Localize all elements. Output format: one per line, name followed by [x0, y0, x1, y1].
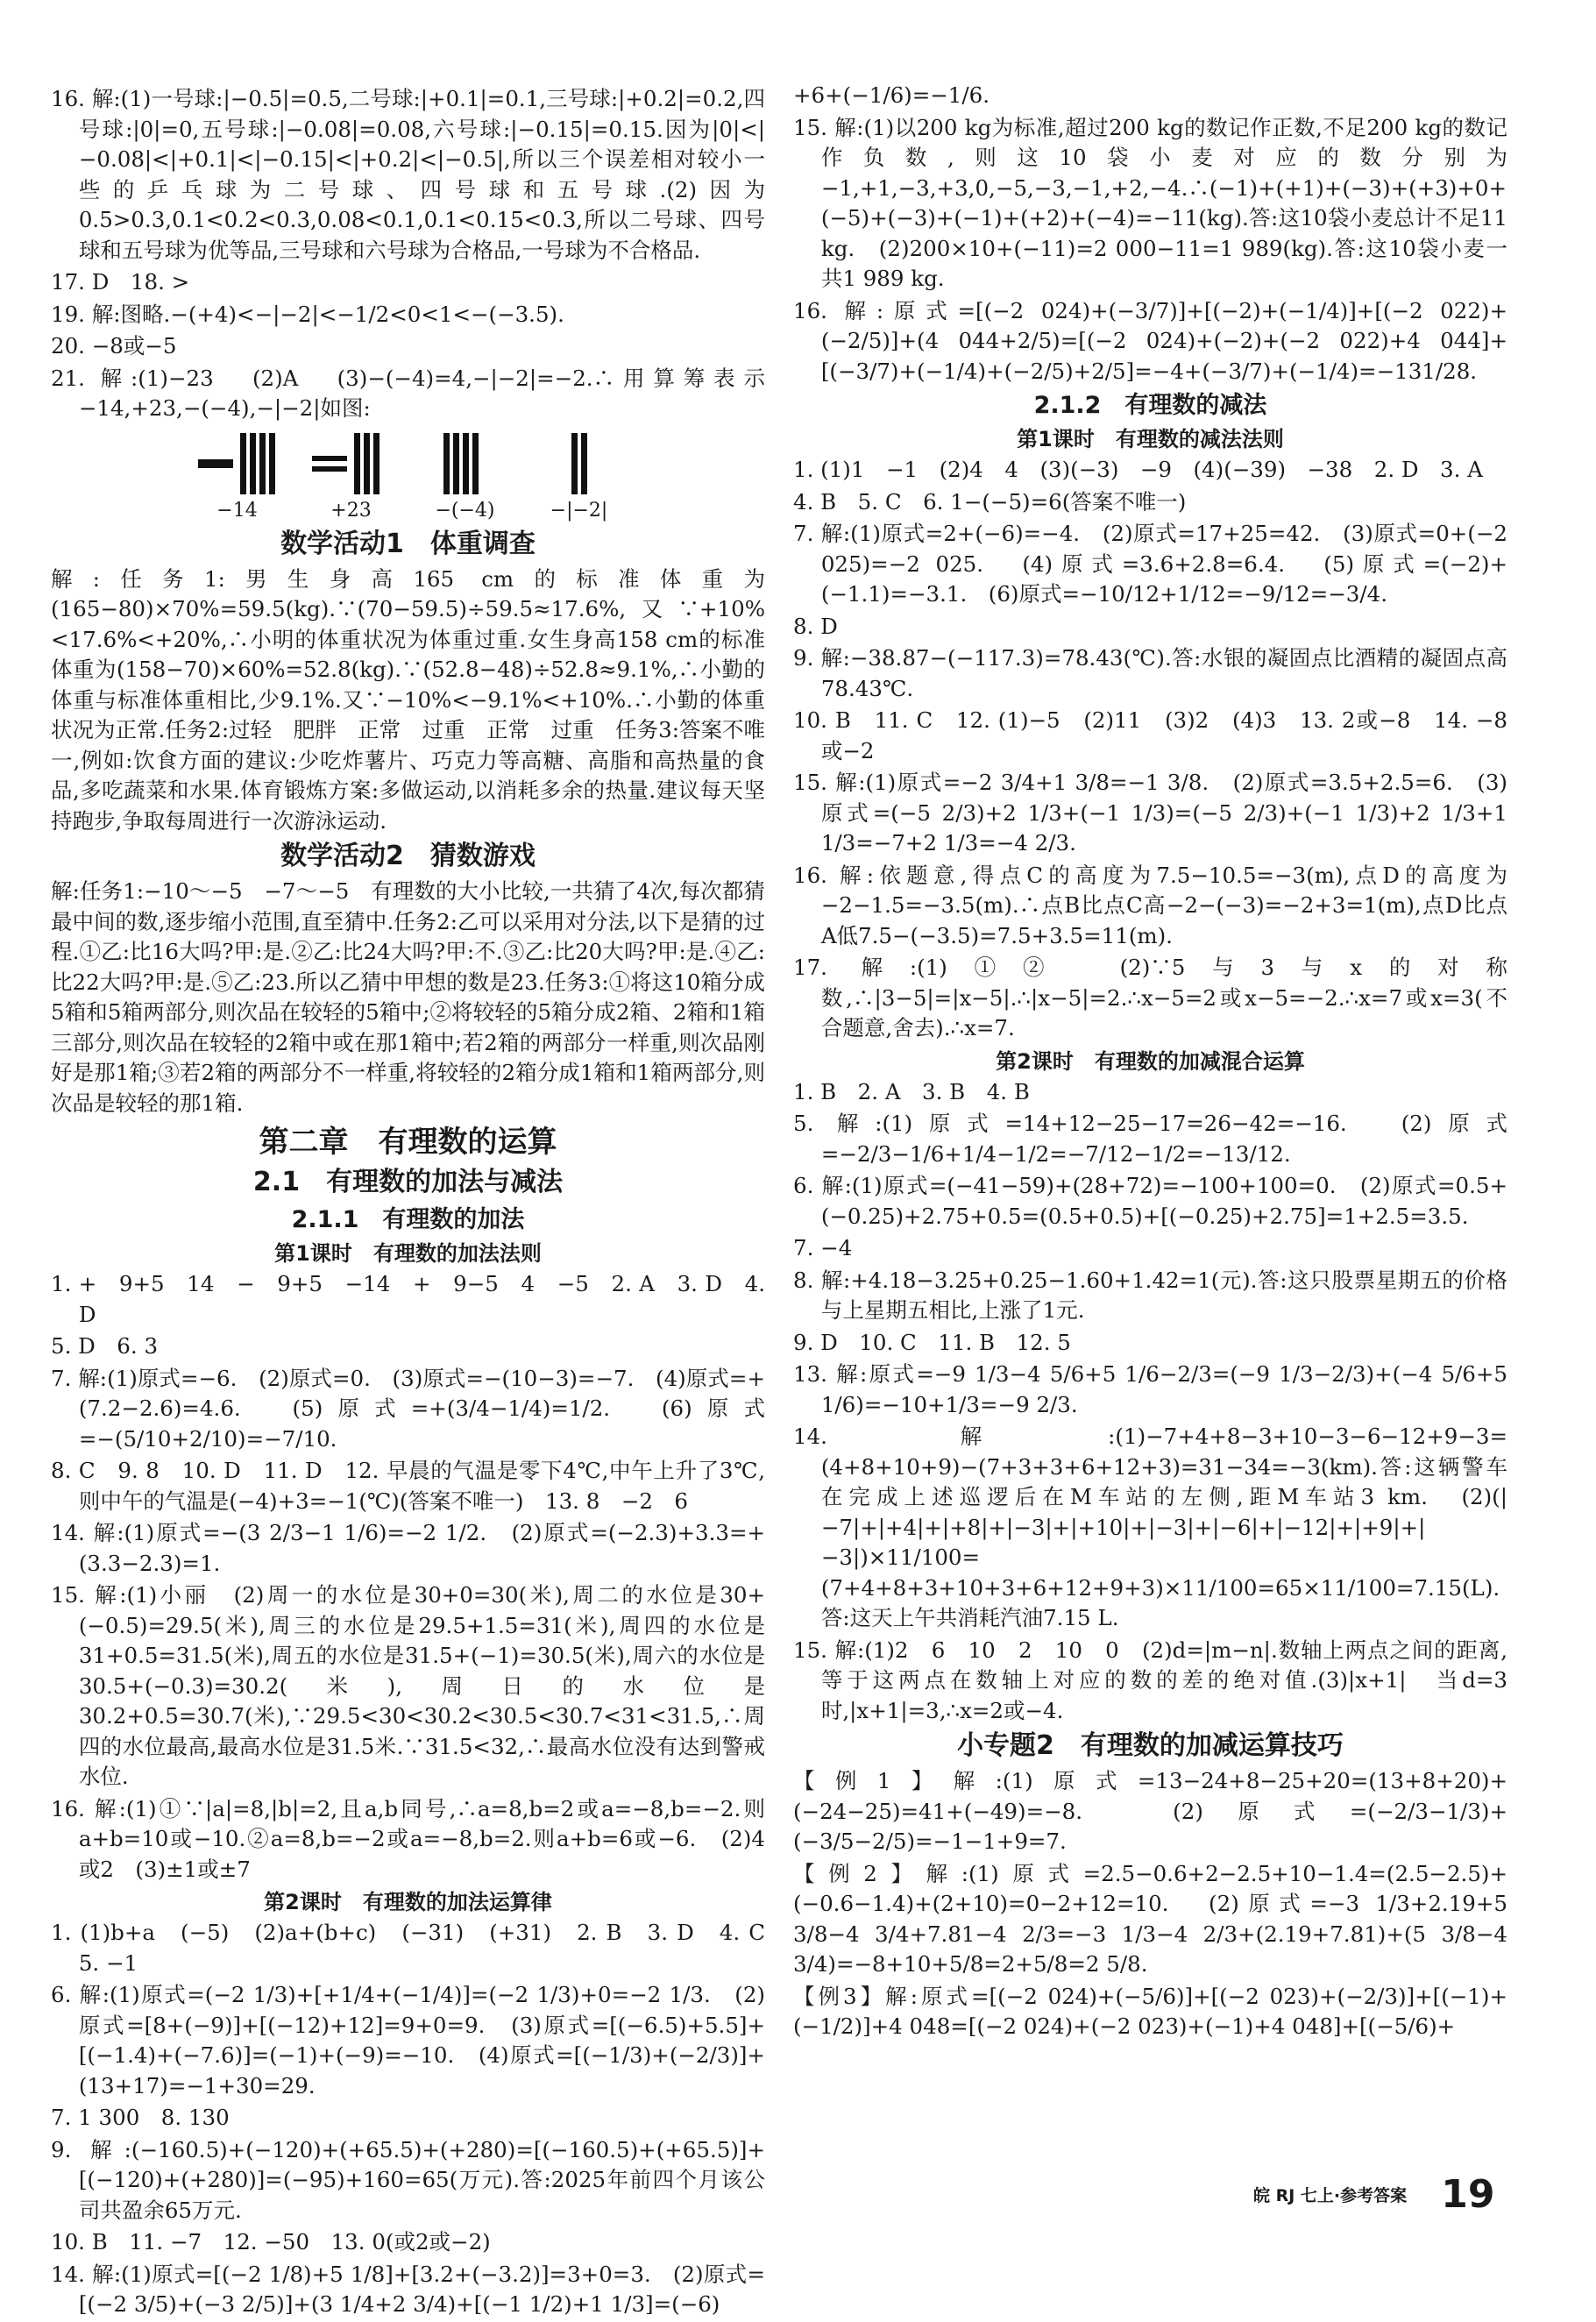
section-heading: 第二章 有理数的运算	[259, 1125, 557, 1160]
answer-paragraph: 16. 解:原式=[(−2 024)+(−3/7)]+[(−2)+(−1/4)]+[(−2 022)+(−2/5)]+(4 044+2/5)=[(−2 024)+(−2)+(−2 022)+4 044]+[(−3/7)+(−1/4)+(−2/5)+2/5]=−4+(−3/7)+(−1/4)=−131/28.	[793, 297, 1507, 384]
answer-paragraph: 21. 解:(1)−23 (2)A (3)−(−4)=4,−|−2|=−2.∴用算筹表示−14,+23,−(−4),−|−2|如图:	[51, 365, 765, 421]
answer-paragraph: 15. 解:(1)以200 kg为标准,超过200 kg的数记作正数,不足200 kg的数记作负数,则这10袋小麦对应的数分别为−1,+1,−3,+3,0,−5,−3,−1,+2,−4.∴(−1)+(+1)+(−3)+(+3)+0+(−5)+(−3)+(−1)+(+2)+(−4)=−11(kg).答:这10袋小麦总计不足11 kg. (2)200×10+(−11)=2 000−11=1 989(kg).答:这10袋小麦一共1 989 kg.	[793, 114, 1507, 291]
answer-paragraph: 7. 解:(1)原式=2+(−6)=−4. (2)原式=17+25=42. (3)原式=0+(−2 025)=−2 025. (4)原式=3.6+2.8=6.4. (5)原式=(−2)+(−1.1)=−3.1. (6)原式=−10/12+1/12=−9/12=−3/4.	[793, 521, 1507, 607]
section-heading: 第2课时 有理数的加法运算律	[264, 1890, 552, 1914]
rod-glyph	[426, 430, 505, 498]
answer-paragraph: 16. 解:(1)一号球:|−0.5|=0.5,二号球:|+0.1|=0.1,三号球:|+0.2|=0.2,四号球:|0|=0,五号球:|−0.08|=0.08,六号球:|−0.15|=0.15.因为|0|<|−0.08|<|+0.1|<|−0.15|<|+0.2|<|−0.5|,所以三个误差相对较小一些的乒乓球为二号球、四号球和五号球.(2)因为0.5>0.3,0.1<0.2<0.3,0.08<0.1,0.1<0.15<0.3,所以二号球、四号球和五号球为优等品,三号球和六号球为合格品,一号球为不合格品.	[51, 86, 765, 263]
section-heading: 2.1.2 有理数的减法	[1033, 392, 1267, 419]
section-heading: 数学活动2 猜数游戏	[280, 841, 536, 871]
answer-paragraph: 15. 解:(1)小丽 (2)周一的水位是30+0=30(米),周二的水位是30+(−0.5)=29.5(米),周三的水位是29.5+1.5=31(米),周四的水位是31+0.5=31.5(米),周五的水位是31.5+(−1)=30.5(米),周六的水位是30.5+(−0.3)=30.2(米),周日的水位是30.2+0.5=30.7(米),∵29.5<30<30.2<30.5<30.7<31<31.5,∴周四的水位最高,最高水位是31.5米.∵31.5<32,∴最高水位没有达到警戒水位.	[51, 1582, 765, 1789]
section-heading: 第1课时 有理数的减法法则	[1017, 427, 1284, 451]
rod-glyph	[312, 430, 391, 498]
answer-paragraph: 【例1】解:(1)原式=13−24+8−25+20=(13+8+20)+(−24−25)=41+(−49)=−8. (2)原式=(−2/3−1/3)+(−3/5−2/5)=−1−1+9=7.	[793, 1768, 1507, 1854]
answer-paragraph: 14. 解:(1)原式=[(−2 1/8)+5 1/8]+[3.2+(−3.2)]=3+0=3. (2)原式=[(−2 3/5)+(−3 2/5)]+(3 1/4+2 3/4)+[(−1 1/2)+1 1/3]=(−6)	[51, 2261, 765, 2317]
answer-paragraph: 【例2】解:(1)原式=2.5−0.6+2−2.5+10−1.4=(2.5−2.5)+(−0.6−1.4)+(2+10)=0−2+12=10. (2)原式=−3 1/3+2.19+5 3/8−4 3/4+7.81−4 2/3=−3 1/3−4 2/3+(2.19+7.81)+(5 3/8−4 3/4)=−8+10+5/8=2+5/8=2 5/8.	[793, 1860, 1507, 1977]
answer-paragraph: 【例3】解:原式=[(−2 024)+(−5/6)]+[(−2 023)+(−2/3)]+[(−1)+(−1/2)]+4 048=[(−2 024)+(−2 023)+(−1)+4 048]+[(−5/6)+	[793, 1983, 1507, 2039]
right-column	[793, 81, 1507, 2044]
rod-label: −(−4)	[435, 499, 495, 522]
answer-paragraph: 10. B 11. C 12. (1)−5 (2)11 (3)2 (4)3 13. 2或−8 14. −8或−2	[793, 707, 1507, 763]
answer-paragraph: 9. D 10. C 11. B 12. 5	[793, 1329, 1071, 1355]
answer-paragraph: 15. 解:(1)2 6 10 2 10 0 (2)d=|m−n|.数轴上两点之间的距离,等于这两点在数轴上对应的数的差的绝对值.(3)|x+1| 当d=3时,|x+1|=3,∴x=2或−4.	[793, 1637, 1507, 1723]
answer-paragraph: 7. −4	[793, 1235, 853, 1260]
section-heading: 2.1.1 有理数的加法	[291, 1206, 525, 1233]
section-heading: 第1课时 有理数的加法法则	[274, 1241, 542, 1266]
answer-paragraph: 8. C 9. 8 10. D 11. D 12. 早晨的气温是零下4℃,中午上升了3℃,则中午的气温是(−4)+3=−1(℃)(答案不唯一) 13. 8 −2 6	[51, 1458, 765, 1514]
rod-glyph	[540, 430, 619, 498]
answer-paragraph: 14. 解:(1)原式=−(3 2/3−1 1/6)=−2 1/2. (2)原式=(−2.3)+3.3=+(3.3−2.3)=1.	[51, 1520, 765, 1576]
answer-paragraph: 7. 1 300 8. 130	[51, 2105, 230, 2130]
answer-paragraph: 5. D 6. 3	[51, 1333, 159, 1359]
answer-paragraph: 9. 解:−38.87−(−117.3)=78.43(℃).答:水银的凝固点比酒精的凝固点高78.43℃.	[793, 645, 1507, 701]
answer-paragraph: 1. (1)b+a (−5) (2)a+(b+c) (−31) (+31) 2. B 3. D 4. C 5. −1	[51, 1920, 787, 1976]
section-heading: 数学活动1 体重调查	[280, 528, 536, 559]
answer-paragraph: 解:任务1:男生身高165 cm的标准体重为(165−80)×70%=59.5(kg).∵(70−59.5)÷59.5≈17.6%,又∵+10%<17.6%<+20%,∴小明的体重状况为体重过重.女生身高158 cm的标准体重为(158−70)×60%=52.8(kg).∵(52.8−48)÷52.8≈9.1%,∴小勤的体重与标准体重相比,少9.1%.又∵−10%<−9.1%<+10%.∴小勤的体重状况为正常.任务2:过轻 肥胖 正常 过重 正常 过重 任务3:答案不唯一,例如:饮食方面的建议:少吃炸薯片、巧克力等高糖、高脂和高热量的食品,多吃蔬菜和水果.体育锻炼方案:多做运动,以消耗多余的热量.建议每天坚持跑步,争取每周进行一次游泳运动.	[51, 565, 765, 834]
section-heading: 第2课时 有理数的加减混合运算	[996, 1048, 1305, 1074]
rod-label: −14	[216, 499, 258, 522]
counting-rod	[312, 430, 391, 524]
answer-paragraph: 5. 解:(1)原式=14+12−25−17=26−42=−16. (2)原式=−2/3−1/6+1/4−1/2=−7/12−1/2=−13/12.	[793, 1111, 1507, 1167]
answer-paragraph: 13. 解:原式=−9 1/3−4 5/6+5 1/6−2/3=(−9 1/3−2/3)+(−4 5/6+5 1/6)=−10+1/3=−9 2/3.	[793, 1361, 1507, 1417]
answer-paragraph: 16. 解:(1)①∵|a|=8,|b|=2,且a,b同号,∴a=8,b=2或a=−8,b=−2.则a+b=10或−10.②a=8,b=−2或a=−8,b=2.则a+b=6或−6. (2)4或2 (3)±1或±7	[51, 1795, 765, 1882]
footer-label: 皖 RJ 七上·参考答案	[1253, 2186, 1408, 2205]
answer-paragraph: 17. 解:(1)①② (2)∵5与3与x的对称数,∴|3−5|=|x−5|.∴|x−5|=2.∴x−5=2或x−5=−2.∴x=7或x=3(不合题意,舍去).∴x=7.	[793, 955, 1507, 1040]
counting-rod	[540, 430, 619, 524]
page-footer	[1253, 2172, 1494, 2217]
answer-paragraph: +6+(−1/6)=−1/6.	[793, 82, 990, 108]
answer-paragraph: 1. (1)1 −1 (2)4 4 (3)(−3) −9 (4)(−39) −38 2. D 3. A	[793, 457, 1483, 482]
section-heading: 小专题2 有理数的加减运算技巧	[957, 1730, 1344, 1761]
answer-paragraph: 6. 解:(1)原式=(−41−59)+(28+72)=−100+100=0. (2)原式=0.5+(−0.25)+2.75+0.5=(0.5+0.5)+[(−0.25)+2.75]=1+2.5=3.5.	[793, 1173, 1507, 1229]
answer-paragraph: 解:任务1:−10～−5 −7～−5 有理数的大小比较,一共猜了4次,每次都猜最中间的数,逐步缩小范围,直至猜中.任务2:乙可以采用对分法,以下是猜的过程.①乙:比16大吗?甲:是.②乙:比24大吗?甲:不.③乙:比20大吗?甲:是.④乙:比22大吗?甲:是.⑤乙:23.所以乙猜中甲想的数是23.任务3:①将这10箱分成5箱和5箱两部分,则次品在较轻的5箱中;②将较轻的5箱分成2箱、2箱和1箱三部分,则次品在较轻的2箱中或在那1箱中;若2箱的两部分一样重,则次品刚好是那1箱;③若2箱的两部分不一样重,将较轻的2箱分成1箱和1箱两部分,则次品是较轻的那1箱.	[51, 878, 765, 1116]
counting-rods-figure	[51, 430, 765, 524]
answer-paragraph: 15. 解:(1)原式=−2 3/4+1 3/8=−1 3/8. (2)原式=3.5+2.5=6. (3)原式=(−5 2/3)+2 1/3+(−1 1/3)=(−5 2/3)+(−1 1/3)+2 1/3+1 1/3=−7+2 1/3=−4 2/3.	[793, 770, 1507, 856]
left-column	[51, 84, 787, 2322]
answer-paragraph: 19. 解:图略.−(+4)<−|−2|<−1/2<0<1<−(−3.5).	[51, 301, 564, 327]
answer-paragraph: 20. −8或−5	[51, 333, 177, 359]
answer-paragraph: 16. 解:依题意,得点C的高度为7.5−10.5=−3(m),点D的高度为−2−1.5=−3.5(m).∴点B比点C高−2−(−3)=−2+3=1(m),点D比点A低7.5−(−3.5)=7.5+3.5=11(m).	[793, 862, 1507, 948]
answer-paragraph: 7. 解:(1)原式=−6. (2)原式=0. (3)原式=−(10−3)=−7. (4)原式=+(7.2−2.6)=4.6. (5)原式=+(3/4−1/4)=1/2. (6)原式=−(5/10+2/10)=−7/10.	[51, 1365, 765, 1452]
answer-paragraph: 10. B 11. −7 12. −50 13. 0(或2或−2)	[51, 2229, 491, 2255]
rod-label: +23	[330, 499, 372, 522]
answer-paragraph: 4. B 5. C 6. 1−(−5)=6(答案不唯一)	[793, 488, 1187, 515]
answer-paragraph: 6. 解:(1)原式=(−2 1/3)+[+1/4+(−1/4)]=(−2 1/3)+0=−2 1/3. (2)原式=[8+(−9)]+[(−12)+12]=9+0=9. (3)原式=[(−6.5)+5.5]+[(−1.4)+(−7.6)]=(−1)+(−9)=−10. (4)原式=[(−1/3)+(−2/3)]+(13+17)=−1+30=29.	[51, 1982, 765, 2098]
answer-paragraph: 8. D	[793, 613, 838, 639]
answer-paragraph: 14. 解:(1)−7+4+8−3+10−3−6−12+9−3=(4+8+10+9)−(7+3+3+6+12+3)=31−34=−3(km).答:这辆警车在完成上述巡逻后在M车站的左侧,距M车站3 km. (2)(|−7|+|+4|+|+8|+|−3|+|+10|+|−3|+|−6|+|−12|+|+9|+|−3|)×11/100=(7+4+8+3+10+3+6+12+9+3)×11/100=65×11/100=7.15(L).答:这天上午共消耗汽油7.15 L.	[793, 1424, 1507, 1630]
counting-rod	[198, 430, 277, 524]
answer-paragraph: 17. D 18. >	[51, 269, 190, 295]
answer-paragraph: 8. 解:+4.18−3.25+0.25−1.60+1.42=1(元).答:这只股票星期五的价格与上星期五相比,上涨了1元.	[793, 1267, 1507, 1323]
answer-paragraph: 1. B 2. A 3. B 4. B	[793, 1078, 1030, 1104]
page-number: 19	[1441, 2172, 1495, 2217]
section-heading: 2.1 有理数的加法与减法	[252, 1167, 564, 1197]
counting-rod	[426, 430, 505, 524]
rod-glyph	[198, 430, 277, 498]
answer-paragraph: 9. 解:(−160.5)+(−120)+(+65.5)+(+280)=[(−160.5)+(+65.5)]+[(−120)+(+280)]=(−95)+160=65(万元).答:2025年前四个月该公司共盈余65万元.	[51, 2136, 765, 2223]
answer-paragraph: 1. + 9+5 14 − 9+5 −14 + 9−5 4 −5 2. A 3. D 4. D	[51, 1271, 765, 1327]
rod-label: −|−2|	[550, 499, 608, 522]
